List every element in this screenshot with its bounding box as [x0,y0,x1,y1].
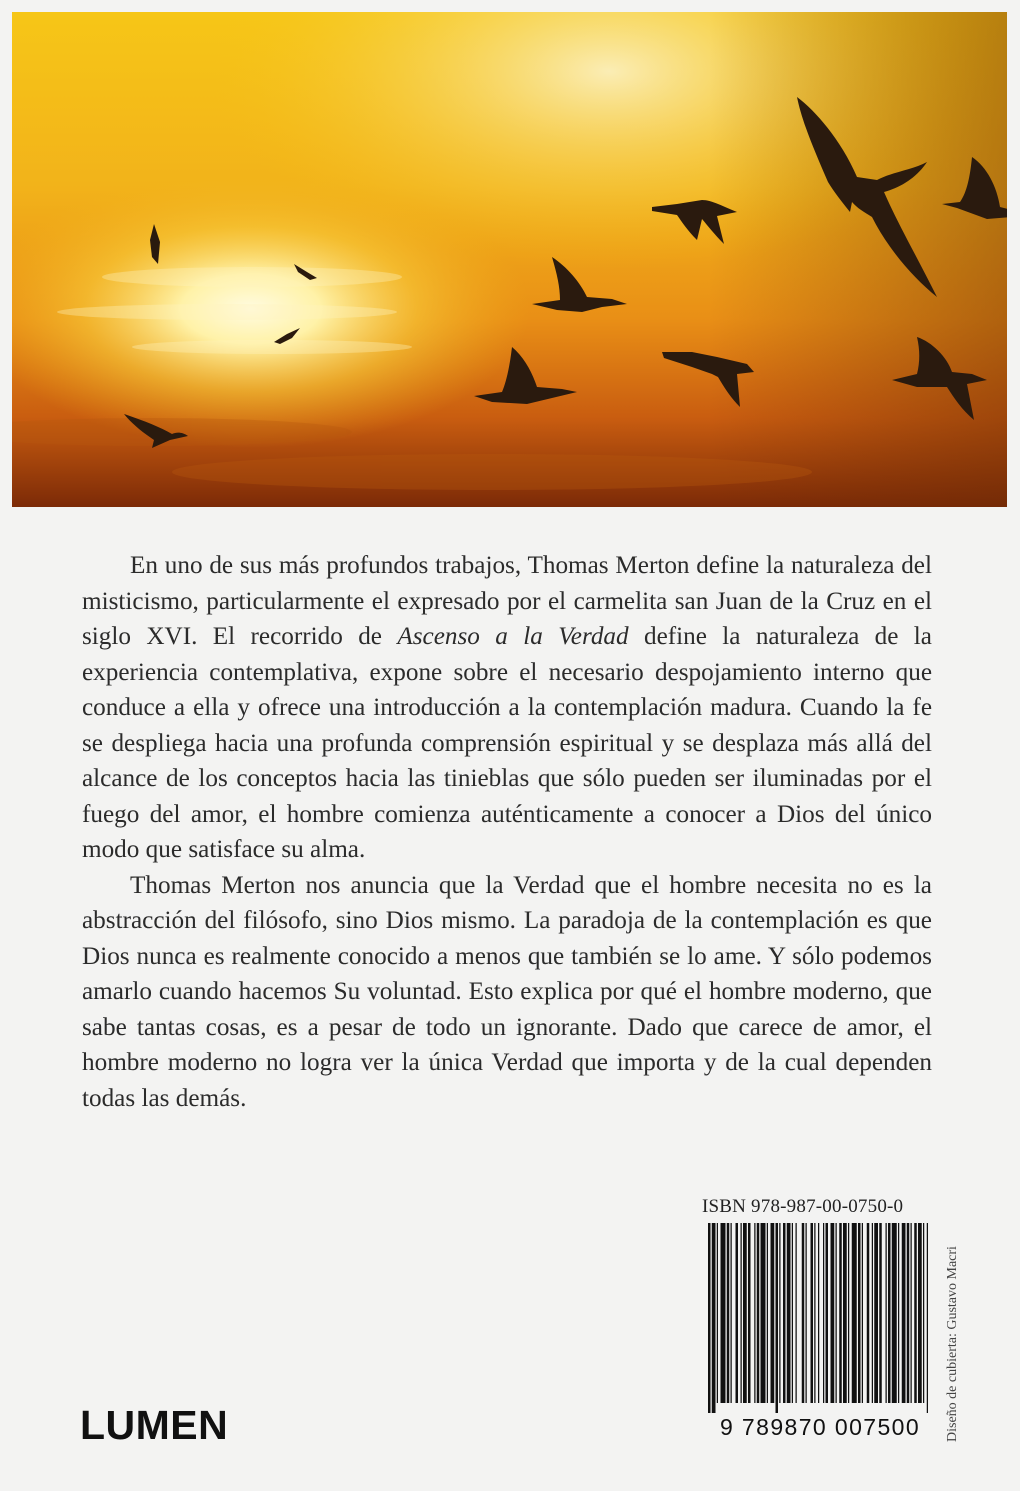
barcode-bar [888,1223,891,1403]
barcode-bar [779,1223,780,1403]
barcode-bar [923,1223,924,1403]
barcode-bar [914,1223,917,1403]
barcode-bar [748,1223,751,1403]
barcode-bar [814,1223,815,1403]
cover-design-credit: Diseño de cubierta: Gustavo Macri [945,1246,960,1442]
barcode-bar [886,1223,887,1403]
back-cover-blurb [82,548,932,1116]
blurb-paragraph [82,548,932,868]
publisher-logo: LUMEN [80,1402,229,1448]
barcode-bar [839,1223,842,1403]
barcode-bar [902,1223,906,1403]
barcode-bar [907,1223,910,1403]
barcode-bar [843,1223,847,1403]
barcode-bar [831,1223,835,1403]
barcode-bar [874,1223,878,1403]
barcode-bar [811,1223,814,1403]
barcode-bar [792,1223,793,1403]
barcode-bar [927,1223,928,1413]
barcode [706,1223,934,1441]
barcode-bar [771,1223,775,1403]
barcode-bar [757,1223,760,1403]
barcode-bar [787,1223,791,1403]
barcode-bar [708,1223,711,1413]
blurb-paragraph: Thomas Merton nos anuncia que la Verdad que el hombre necesita no es la abstracción del filósofo, sino Dios mismo. La paradoja de la contemplación es que Dios nunca es realmente conocido a menos que también se lo ame. Y sólo podemos amarlo cuando hacemos Su voluntad. Esto explica por qué el hombre moderno, que sabe tantas cosas, es a pesar de todo un ignorante. Dado que carece de amor, el hombre moderno no logra ver la única Verdad que importa y de la cual dependen todas las demás. [82,871,932,1112]
barcode-bar [898,1223,899,1403]
barcode-bar [767,1223,768,1403]
barcode-bar [823,1223,824,1403]
barcode-bar [802,1223,805,1403]
barcode-bar [862,1223,863,1403]
barcode-bar [783,1223,786,1403]
barcode-bar [712,1223,716,1413]
barcode-bar [754,1223,755,1403]
isbn-label: ISBN 978-987-00-0750-0 [702,1196,904,1217]
blurb-text: En uno de sus más profundos trabajos, Thomas Merton define la naturaleza del misticismo, particularmente el expresado por el carmelita san Juan de la Cruz en el siglo XVI. El recorrido de [82,552,932,650]
barcode-bar [892,1223,897,1403]
barcode-bar [741,1223,742,1403]
barcode-bar [818,1223,819,1403]
barcode-bar [867,1223,870,1403]
barcode-bar [761,1223,766,1403]
barcode-bar [717,1223,718,1403]
book-title-italic: Ascenso a la Verdad [397,623,629,650]
barcode-bar [826,1223,829,1403]
barcode-bar [858,1223,861,1403]
barcode-digits: 9 789870 007500 [719,1414,921,1440]
barcode-bar [879,1223,882,1403]
barcode-bar [776,1223,779,1413]
sunset-birds-photo [12,12,1007,507]
barcode-bar [918,1223,922,1403]
barcode-bar [836,1223,837,1403]
barcode-bar [872,1223,873,1403]
blurb-text: define la naturaleza de la experiencia contemplativa, expone sobre el necesario despojamiento interno que conduce a ella y ofrece una introducción a la contemplación madura. Cuando la fe se despliega hacia una profunda comprensión espiritual y se desplaza más allá del alcance de los conceptos hacia las tinieblas que sólo pueden ser iluminadas por el fuego del amor, el hombre comienza auténticamente a conocer a Dios del único modo que satisface su alma. [82,623,932,863]
barcode-bar [731,1223,732,1403]
barcode-bar [743,1223,747,1403]
barcode-bar [796,1223,797,1403]
barcode-bar [911,1223,912,1403]
barcode-bar [736,1223,739,1403]
barcode-bar [806,1223,807,1403]
barcode-bar [727,1223,730,1403]
barcode-bar [721,1223,726,1403]
barcode-bar [852,1223,857,1403]
barcode-bar [848,1223,849,1403]
